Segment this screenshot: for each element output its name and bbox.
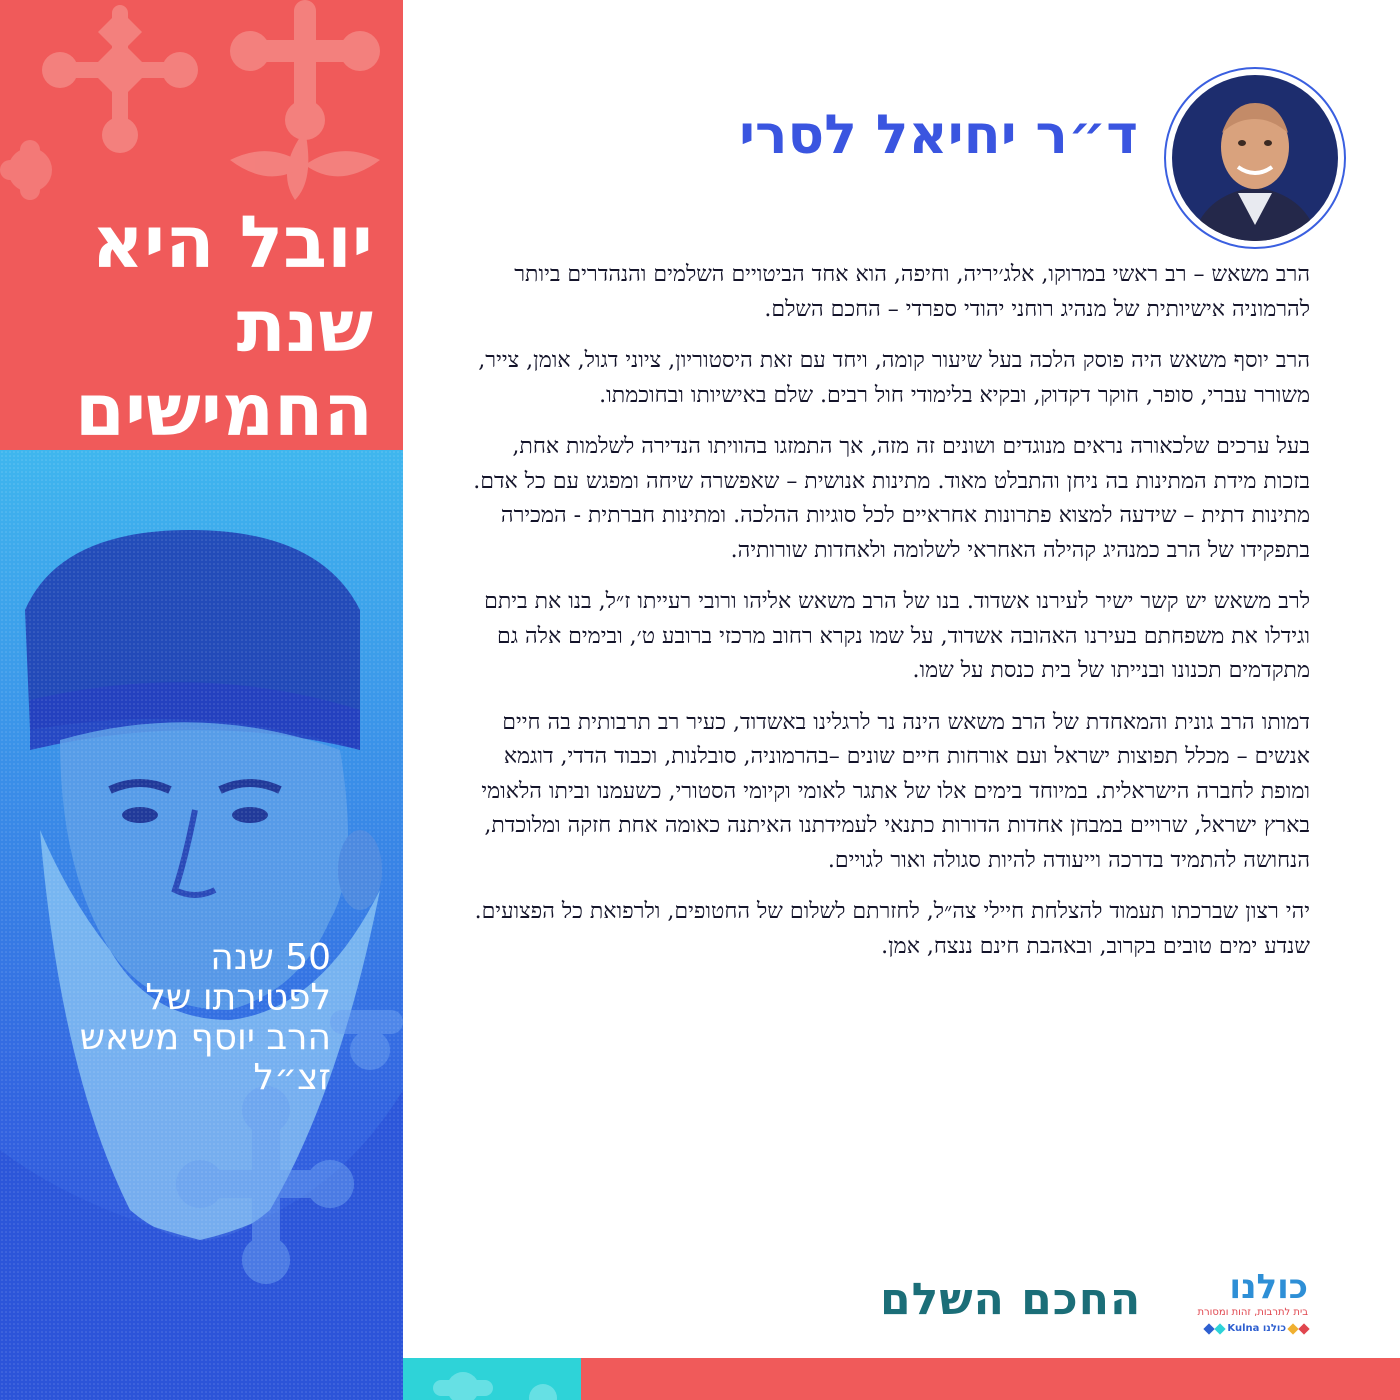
article-paragraph: לרב משאש יש קשר ישיר לעירנו אשדוד. בנו של הרב משאש אליהו ורובי רעייתו ז״ל, בנו את ביתם וגידלו את משפחתם בעירנו האהובה אשדוד, על שמו נקרא רחוב מרכזי ברובע ט׳, ובימים אלה גם מתקדמים תכנונו ובנייתו של בית כנסת על שמו.: [484, 589, 1310, 683]
diamond-dot-icon: [1298, 1323, 1309, 1334]
subtitle-line: לפטירתו של: [145, 977, 331, 1018]
article-paragraph: הרב משאש – רב ראשי במרוקו, אלג׳יריה, וחיפה, הוא אחד הביטויים השלמים והנהדרים ביותר להרמוניה אישיותית של מנהיג רוחני יהודי ספרדי – החכם השלם.: [514, 262, 1310, 322]
jubilee-title-line: החמישים: [74, 368, 373, 450]
rabbi-portrait-icon: [0, 450, 403, 1400]
article-body: [470, 258, 1310, 981]
memorial-subtitle: [11, 938, 331, 1098]
diamond-dot-icon: [1287, 1323, 1298, 1334]
kulna-logo: [1168, 1268, 1308, 1336]
article-paragraph: הרב יוסף משאש היה פוסק הלכה בעל שיעור קומה, ויחד עם זאת היסטוריון, ציוני דגול, אומן, צייר, משורר עברי, סופר, חוקר דקדוק, ובקיא בלימודי חול רבים. שלם באישיותו ובחוכמתו.: [478, 348, 1310, 408]
subtitle-line: הרב יוסף משאש: [79, 1017, 331, 1058]
article-paragraph: בעל ערכים שלכאורה נראים מנוגדים ושונים זה מזה, אך התמזגו בהוויתו הנדירה לשלמות אחת, בזכות מידת המתינות בה ניחן והתבלט מאוד. מתינות אנושית – שאפשרה שיחה ומפגש עם כל אדם. מתינות דתית – שידעה למצוא פתרונות אחראיים לכל סוגיות ההלכה. ומתינות חברתית - המכירה בתפקידו של הרב כמנהיג קהילה האחראי לשלומה ולאחדות שורותיה.: [473, 434, 1310, 563]
author-photo-icon: [1172, 75, 1338, 241]
jubilee-banner: [0, 0, 403, 450]
kulna-name: כולנו: [1229, 1267, 1308, 1307]
kulna-tagline: בית לתרבות, זהות ומסורת: [1197, 1307, 1308, 1318]
subtitle-line: זצ״ל: [253, 1057, 331, 1098]
kulna-latin-row: [1168, 1322, 1308, 1336]
bottom-strip-cyan: [403, 1358, 581, 1400]
jubilee-title: [13, 200, 373, 450]
jubilee-title-line: יובל היא: [91, 200, 373, 284]
article-paragraph: יהי רצון שברכתו תעמוד להצלחת חיילי צה״ל, לחזרתם לשלום של החטופים, ולרפואת כל הפצועים. שנדע ימים טובים בקרוב, ובאהבת חינם ננצח, אמן.: [474, 899, 1310, 959]
author-photo: [1164, 67, 1346, 249]
diamond-dot-icon: [1215, 1323, 1226, 1334]
hacham-hashalem-logo: החכם השלם: [880, 1274, 1142, 1325]
article-paragraph: דמותו הרב גונית והמאחדת של הרב משאש הינה נר לרגלינו באשדוד, כעיר רב תרבותית בה חיים אנשים – מכלל תפוצות ישראל ועם אורחות חיים שונים –בהרמוניה, סובלנות, וכבוד הדדי, דוגמא ומופת לחברה הישראלית. במיוחד בימים אלו של אתגר לאומי וקיומי הסטורי, כשעמנו וביתו הלאומי בארץ ישראל, שרויים במבחן אחדות הדורות כתנאי לעמידתנו האיתנה כאומה אחת חזקה ומלוכדת, הנחושה להתמיד בדרכה וייעודה להיות סגולה ואור לגויים.: [481, 709, 1310, 873]
subtitle-line: 50 שנה: [210, 937, 331, 978]
jubilee-title-line: שנת: [236, 284, 373, 368]
author-name: ד״ר יחיאל לסרי: [739, 103, 1138, 166]
rabbi-portrait-panel: [0, 450, 403, 1400]
ornament-pattern-icon: [403, 1358, 581, 1400]
kulna-latin: Kulna כולנו: [1227, 1323, 1286, 1334]
bottom-strip-red: [581, 1358, 1400, 1400]
